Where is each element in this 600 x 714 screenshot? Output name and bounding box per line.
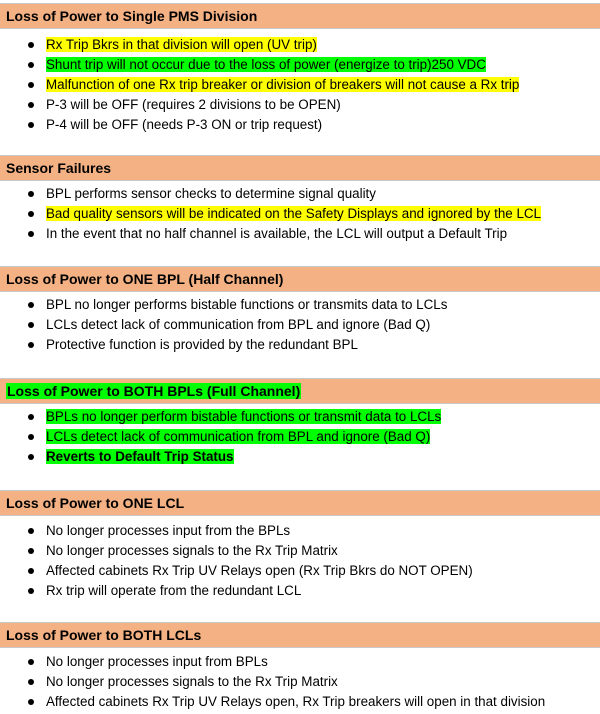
list-item [0, 224, 600, 244]
bullet-icon [28, 699, 34, 705]
list-item [0, 335, 600, 355]
list-item-text: No longer processes signals to the Rx Trip Matrix [46, 674, 338, 689]
list-item [0, 692, 600, 712]
bullet-icon [28, 568, 34, 574]
list-item [0, 184, 600, 204]
list-item [0, 672, 600, 692]
list-item-text: Rx Trip Bkrs in that division will open (UV trip) [46, 37, 317, 52]
list-item-text: In the event that no half channel is available, the LCL will output a Default Trip [46, 226, 508, 241]
bullet-icon [28, 679, 34, 685]
list-item [0, 581, 600, 601]
bullet-icon [28, 659, 34, 665]
bullet-icon [28, 454, 34, 460]
list-item [0, 204, 600, 224]
bullet-icon [28, 322, 34, 328]
list-item [0, 295, 600, 315]
bullet-icon [28, 434, 34, 440]
list-item [0, 75, 600, 95]
list-item-text: BPL performs sensor checks to determine signal quality [46, 186, 376, 201]
bullet-list [0, 521, 600, 601]
bullet-icon [28, 588, 34, 594]
bullet-list [0, 184, 600, 244]
bullet-icon [28, 414, 34, 420]
list-item-text: Rx trip will operate from the redundant LCL [46, 583, 302, 598]
list-item [0, 541, 600, 561]
section-loss-of-power-both-lcls [0, 622, 600, 712]
bullet-icon [28, 42, 34, 48]
list-item-text: BPLs no longer perform bistable functions or transmit data to LCLs [46, 409, 442, 424]
section-title: Loss of Power to ONE BPL (Half Channel) [6, 271, 284, 287]
section-loss-of-power-one-bpl [0, 266, 600, 355]
list-item-text: Shunt trip will not occur due to the loss of power (energize to trip)250 VDC [46, 57, 486, 72]
list-item [0, 561, 600, 581]
section-loss-of-power-single-pms-division [0, 3, 600, 135]
list-item [0, 407, 600, 427]
list-item-text: Reverts to Default Trip Status [46, 449, 234, 464]
list-item-text: No longer processes input from the BPLs [46, 523, 291, 538]
list-item-text: P-3 will be OFF (requires 2 divisions to be OPEN) [46, 97, 341, 112]
bullet-icon [28, 82, 34, 88]
section-title: Loss of Power to BOTH LCLs [6, 627, 202, 643]
list-item-text: LCLs detect lack of communication from BPL and ignore (Bad Q) [46, 317, 431, 332]
list-item-text: Malfunction of one Rx trip breaker or division of breakers will not cause a Rx trip [46, 77, 520, 92]
section-title: Loss of Power to ONE LCL [6, 495, 185, 511]
list-item [0, 115, 600, 135]
list-item [0, 55, 600, 75]
list-item [0, 95, 600, 115]
list-item-text: Affected cabinets Rx Trip UV Relays open, Rx Trip breakers will open in that division [46, 694, 546, 709]
list-item-text: No longer processes input from BPLs [46, 654, 268, 669]
bullet-icon [28, 302, 34, 308]
section-header [0, 622, 600, 648]
bullet-list [0, 35, 600, 135]
list-item [0, 652, 600, 672]
section-header [0, 378, 600, 404]
section-title: Loss of Power to BOTH BPLs (Full Channel) [7, 383, 301, 399]
bullet-icon [28, 102, 34, 108]
bullet-icon [28, 122, 34, 128]
list-item-text: Bad quality sensors will be indicated on the Safety Displays and ignored by the LCL [46, 206, 542, 221]
bullet-list [0, 407, 600, 467]
section-header [0, 490, 600, 516]
bullet-icon [28, 548, 34, 554]
bullet-list [0, 295, 600, 355]
section-header [0, 155, 600, 181]
section-header [0, 3, 600, 29]
list-item [0, 315, 600, 335]
list-item-text: Protective function is provided by the redundant BPL [46, 337, 358, 352]
list-item [0, 35, 600, 55]
list-item-text: LCLs detect lack of communication from BPL and ignore (Bad Q) [46, 429, 431, 444]
list-item-text: Affected cabinets Rx Trip UV Relays open (Rx Trip Bkrs do NOT OPEN) [46, 563, 473, 578]
list-item-text: BPL no longer performs bistable functions or transmits data to LCLs [46, 297, 448, 312]
bullet-list [0, 652, 600, 712]
section-title: Sensor Failures [6, 160, 112, 176]
bullet-icon [28, 191, 34, 197]
list-item [0, 521, 600, 541]
bullet-icon [28, 211, 34, 217]
bullet-icon [28, 231, 34, 237]
list-item [0, 427, 600, 447]
list-item-text: No longer processes signals to the Rx Trip Matrix [46, 543, 338, 558]
section-header [0, 266, 600, 292]
section-title: Loss of Power to Single PMS Division [6, 8, 258, 24]
bullet-icon [28, 528, 34, 534]
bullet-icon [28, 342, 34, 348]
section-sensor-failures [0, 155, 600, 244]
list-item [0, 447, 600, 467]
section-loss-of-power-both-bpls [0, 378, 600, 467]
bullet-icon [28, 62, 34, 68]
section-loss-of-power-one-lcl [0, 490, 600, 601]
list-item-text: P-4 will be OFF (needs P-3 ON or trip request) [46, 117, 323, 132]
